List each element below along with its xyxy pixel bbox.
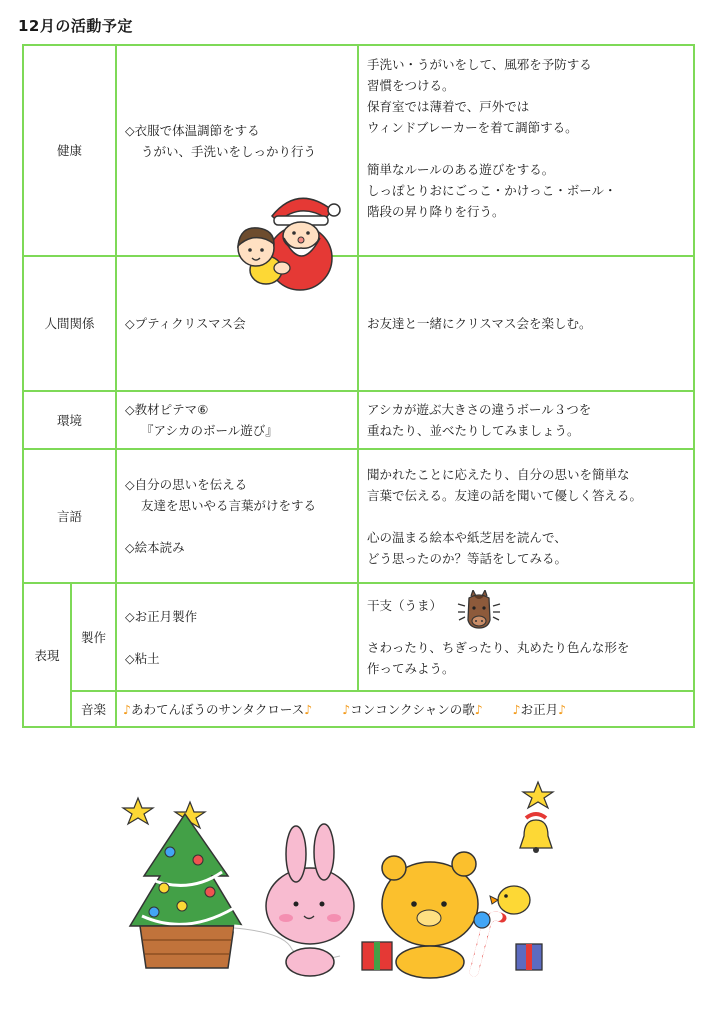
category-relationships: 人間関係: [23, 256, 116, 391]
row-environment: [23, 391, 694, 449]
song-title: お正月: [520, 701, 559, 717]
environment-goals: ◇教材ピテマ⑥ 『アシカのボール遊び』: [116, 391, 358, 449]
music-note-icon: ♪: [512, 701, 521, 717]
star-icon: [123, 798, 153, 824]
category-health: 健康: [23, 45, 116, 256]
environment-details: アシカが遊ぶ大きさの違うボール３つを 重ねたり、並べたりしてみましょう。: [358, 391, 694, 449]
craft-goals: ◇お正月製作 ◇粘土: [116, 583, 358, 691]
ornament-icon: [474, 912, 490, 928]
rabbit-icon: [266, 868, 354, 944]
song-title: コンコンクシャンの歌: [350, 701, 475, 717]
row-language: [23, 449, 694, 583]
horse-icon: [456, 590, 502, 630]
music-note-icon: ♪: [123, 701, 131, 717]
language-goals: ◇自分の思いを伝える 友達を思いやる言葉がけをする ◇絵本読み: [116, 449, 358, 583]
music-note-icon: ♪: [342, 701, 351, 717]
song-title: あわてんぼうのサンタクロース: [131, 701, 305, 717]
language-details: 聞かれたことに応えたり、自分の思いを簡単な 言葉で伝える。友達の話を聞いて優しく答える。 心の温まる絵本や紙芝居を読んで、 どう思ったのか？等話をしてみる。: [358, 449, 694, 583]
christmas-friends-illustration: [110, 776, 580, 986]
santa-hug-illustration: [228, 188, 348, 292]
health-goals: ◇衣服で体温調節をする うがい、手洗いをしっかり行う: [116, 45, 358, 256]
category-expression: 表現: [23, 583, 71, 727]
page-title: 12月の活動予定: [18, 17, 133, 35]
category-environment: 環境: [23, 391, 116, 449]
activity-plan-table: [22, 44, 695, 728]
music-note-icon: ♪: [558, 701, 567, 717]
bird-icon: [498, 886, 530, 914]
health-details: 手洗い・うがいをして、風邪を予防する 習慣をつける。 保育室では薄着で、戸外では ウィンドブレーカーを着て調節する。 簡単なルールのある遊びをする。 しっぽとりおにごっこ・かけっこ・ボール・ 階段の昇り降りを行う。: [358, 45, 694, 256]
subcategory-craft: 製作: [71, 583, 116, 691]
craft-details: 干支（うま） さわったり、ちぎったり、丸めたり色んな形を 作ってみよう。: [358, 583, 694, 691]
music-songs: [116, 691, 694, 727]
subcategory-music: 音楽: [71, 691, 116, 727]
row-expression-craft: [23, 583, 694, 691]
relationships-goals: ◇プティクリスマス会: [116, 256, 358, 391]
music-note-icon: ♪: [474, 701, 483, 717]
bell-icon: [520, 820, 552, 848]
row-health: [23, 45, 694, 256]
row-relationships: [23, 256, 694, 391]
star-icon: [523, 782, 553, 808]
relationships-details: お友達と一緒にクリスマス会を楽しむ。: [358, 256, 694, 391]
row-expression-music: [23, 691, 694, 727]
category-language: 言語: [23, 449, 116, 583]
music-note-icon: ♪: [304, 701, 313, 717]
